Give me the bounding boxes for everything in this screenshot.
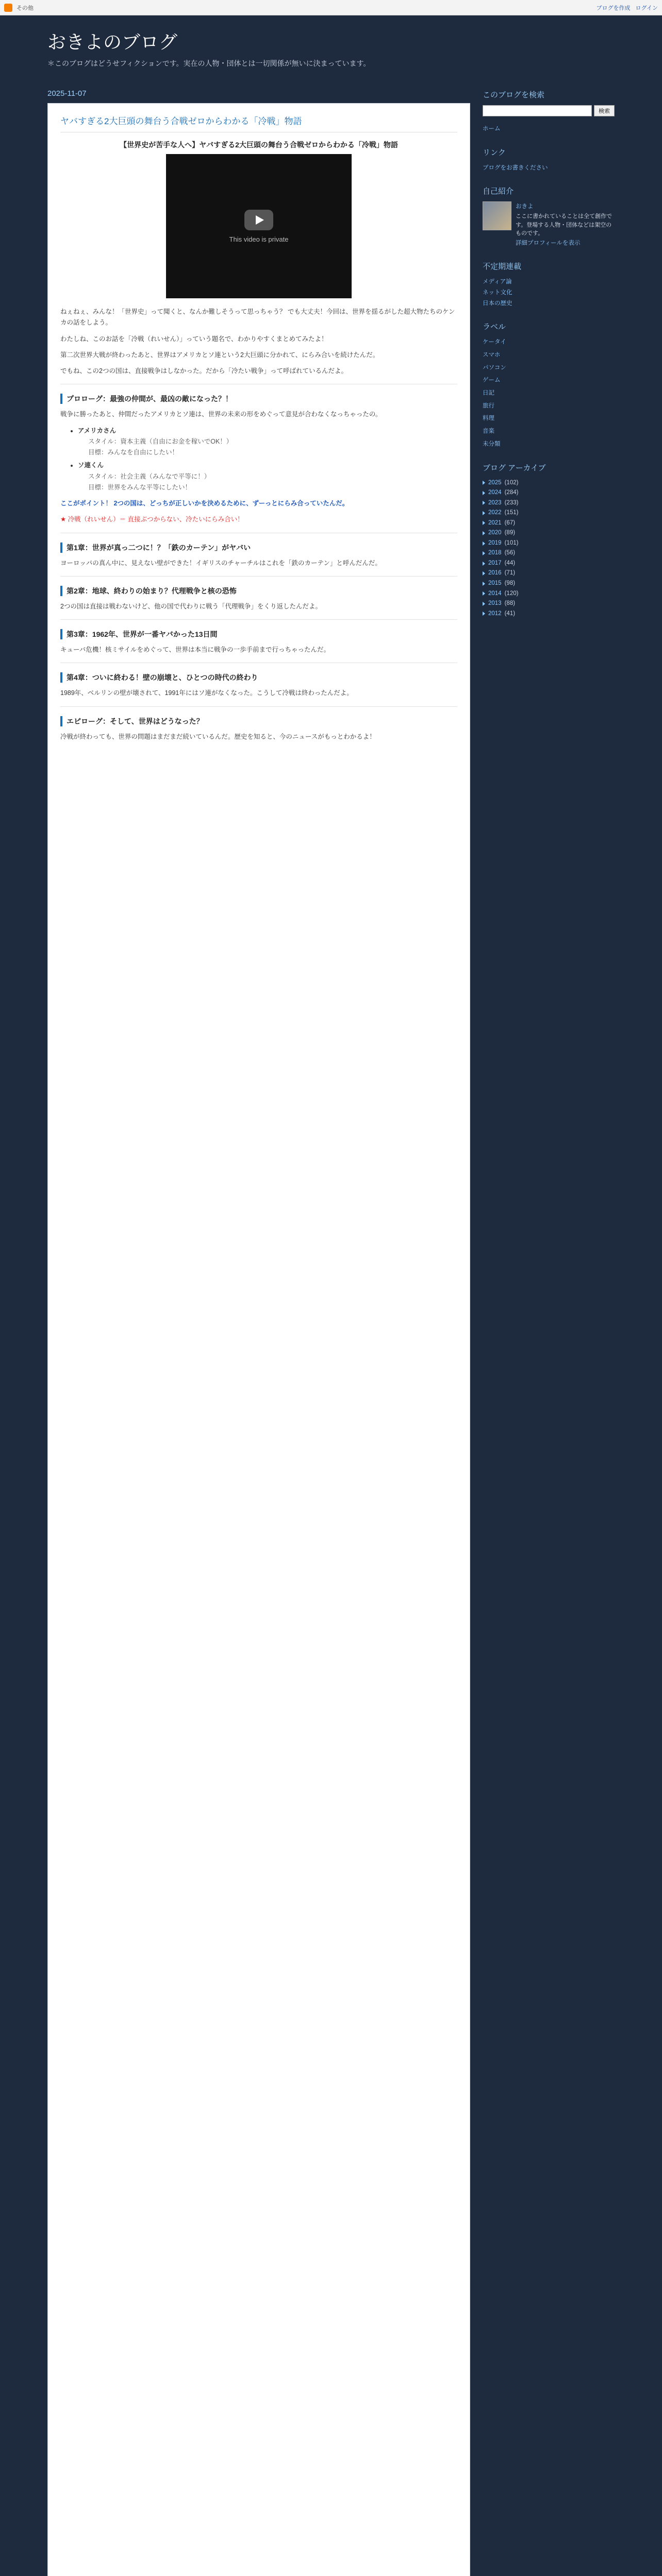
post-title[interactable]: ヤバすぎる2大巨頭の舞台う合戦ゼロからわかる「冷戦」物語 xyxy=(60,116,302,126)
navbar-links xyxy=(597,4,658,12)
video-player[interactable] xyxy=(166,154,352,298)
archive-list xyxy=(483,478,615,619)
archive-year-item[interactable] xyxy=(483,508,615,518)
expand-arrow-icon[interactable] xyxy=(483,481,485,485)
navbar-more-link[interactable]: その他 xyxy=(16,5,34,11)
search-input[interactable] xyxy=(483,105,592,116)
video-status: This video is private xyxy=(229,235,289,243)
widget-title: このブログを検索 xyxy=(483,91,545,99)
list-item-line: スタイル：資本主義（自由にお金を稼いでOK！） xyxy=(88,437,233,445)
label-link[interactable]: 未分類 xyxy=(483,440,501,447)
archive-year[interactable]: 2017 xyxy=(488,560,502,566)
search-row xyxy=(483,105,615,116)
paragraph: でもね、この2つの国は、直接戦争はしなかった。だから「冷たい戦争」って呼ばれているんだよ。 xyxy=(60,367,347,375)
archive-count: (44) xyxy=(504,560,516,566)
widget-title: 不定期連載 xyxy=(483,262,522,272)
profile-description: ここに書かれていることは全て創作です。登場する人物・団体などは架空のものです。 xyxy=(516,213,612,237)
profile-detail-link[interactable]: 詳細プロフィールを表示 xyxy=(516,240,581,246)
archive-count: (120) xyxy=(504,590,519,597)
expand-arrow-icon[interactable] xyxy=(483,562,485,566)
expand-arrow-icon[interactable] xyxy=(483,602,485,606)
section-heading: エピローグ：そして、世界はどうなった？ xyxy=(60,716,457,726)
archive-year[interactable]: 2014 xyxy=(488,590,502,597)
archive-year-item[interactable] xyxy=(483,498,615,509)
widget-title: 自己紹介 xyxy=(483,187,514,196)
expand-arrow-icon[interactable] xyxy=(483,591,485,596)
avatar[interactable] xyxy=(483,201,511,230)
archive-year[interactable]: 2024 xyxy=(488,489,502,496)
highlight-text: ここがポイント！ 2つの国は、どっちが正しいかを決めるために、ずーっとにらみ合っていたんだ。 xyxy=(60,500,349,507)
labels-widget xyxy=(483,321,615,449)
links-widget xyxy=(483,147,615,174)
search-widget xyxy=(483,89,615,134)
label-link[interactable]: 音楽 xyxy=(483,428,494,435)
section-heading: 第4章：ついに終わる！壁の崩壊と、ひとつの時代の終わり xyxy=(60,672,457,683)
paragraph: ねぇねぇ、みんな！「世界史」って聞くと、なんか難しそうって思っちゃう？ でも大丈夫！今回は、世界を揺るがした超大物たちのケンカの話をしよう。 xyxy=(60,308,455,327)
expand-arrow-icon[interactable] xyxy=(483,511,485,515)
label-link[interactable]: ケータイ xyxy=(483,339,506,346)
label-link[interactable]: パソコン xyxy=(483,364,506,371)
paragraph: わたしね、このお話を「冷戦（れいせん）」っていう題名で、わかりやすくまとめてみたよ！ xyxy=(60,335,328,343)
blogger-logo-icon[interactable] xyxy=(4,4,12,12)
archive-year[interactable]: 2013 xyxy=(488,600,502,607)
expand-arrow-icon[interactable] xyxy=(483,501,485,505)
main-column xyxy=(47,79,470,2576)
extra-widget xyxy=(483,261,615,309)
search-button[interactable]: 検索 xyxy=(594,105,615,116)
home-link[interactable]: ホーム xyxy=(483,126,501,132)
links-item[interactable]: ブログをお書きください xyxy=(483,164,548,171)
archive-widget xyxy=(483,462,615,619)
blog-header xyxy=(47,15,615,79)
sidebar xyxy=(483,79,615,2576)
list-item-line: 目標：世界をみんな平等にしたい！ xyxy=(88,483,192,491)
divider xyxy=(60,706,457,707)
expand-arrow-icon[interactable] xyxy=(483,491,485,495)
paragraph: 冷戦が終わっても、世界の問題はまだまだ続いているんだ。歴史を知ると、今のニュースがもっとわかるよ！ xyxy=(60,733,376,740)
expand-arrow-icon[interactable] xyxy=(483,551,485,555)
extra-item[interactable]: 日本の歴史 xyxy=(483,300,512,307)
section-heading: プロローグ：最強の仲間が、最凶の敵になった？！ xyxy=(60,394,457,404)
blogger-navbar xyxy=(0,0,662,15)
archive-year-item[interactable] xyxy=(483,488,615,498)
country-list xyxy=(78,426,457,494)
archive-year[interactable]: 2012 xyxy=(488,610,502,617)
blog-description: ＊このブログはどうせフィクションです。実在の人物・団体とは一切関係が無いに決まっています。 xyxy=(47,59,371,67)
archive-count: (102) xyxy=(504,479,519,486)
paragraph: 戦争に勝ったあと、仲間だったアメリカとソ連は、世界の未来の形をめぐって意見が合わなくなっちゃったの。 xyxy=(60,411,382,418)
archive-count: (56) xyxy=(504,550,516,556)
label-link[interactable]: 旅行 xyxy=(483,402,494,409)
section-heading: 第2章：地球、終わりの始まり？代理戦争と核の恐怖 xyxy=(60,586,457,596)
intro-heading: 【世界史が苦手な人へ】ヤバすぎる2大巨頭の舞台う合戦ゼロからわかる「冷戦」物語 xyxy=(120,141,398,149)
paragraph: キューバ危機！核ミサイルをめぐって、世界は本当に戦争の一歩手前まで行っちゃったんだ。 xyxy=(60,646,330,653)
archive-year-item[interactable] xyxy=(483,589,615,599)
post-date: 2025-11-07 xyxy=(47,89,87,98)
archive-count: (71) xyxy=(504,570,516,577)
archive-year[interactable]: 2022 xyxy=(488,510,502,516)
divider xyxy=(60,619,457,620)
label-link[interactable]: スマホ xyxy=(483,352,501,358)
login-link[interactable]: ログイン xyxy=(635,5,658,11)
archive-year-item[interactable] xyxy=(483,518,615,529)
widget-title: ブログ アーカイブ xyxy=(483,463,546,472)
archive-year-item[interactable] xyxy=(483,568,615,579)
archive-count: (233) xyxy=(504,499,519,506)
widget-title: ラベル xyxy=(483,323,506,332)
paragraph: 2つの国は直接は戦わないけど、他の国で代わりに戦う「代理戦争」をくり返したんだよ。 xyxy=(60,602,322,610)
section-heading: 第3章：1962年、世界が一番ヤバかった13日間 xyxy=(60,629,457,639)
archive-year-item[interactable] xyxy=(483,478,615,488)
archive-year[interactable]: 2016 xyxy=(488,570,502,577)
archive-count: (88) xyxy=(504,600,516,607)
list-item-line: 目標：みんなを自由にしたい！ xyxy=(88,449,179,456)
blog-title[interactable]: おきよのブログ xyxy=(47,32,178,53)
archive-year[interactable]: 2019 xyxy=(488,539,502,546)
label-list xyxy=(483,337,615,449)
list-item-title: ソ連くん xyxy=(78,462,104,469)
paragraph: 第二次世界大戦が終わったあと、世界はアメリカとソ連という2大巨頭に分かれて、にらみ合いを続けたんだ。 xyxy=(60,351,379,359)
archive-year[interactable]: 2023 xyxy=(488,499,502,506)
list-item xyxy=(78,460,457,493)
profile-box xyxy=(483,201,615,248)
profile-widget xyxy=(483,185,615,248)
archive-count: (41) xyxy=(504,610,516,617)
archive-count: (101) xyxy=(504,539,519,546)
archive-year[interactable]: 2020 xyxy=(488,530,502,536)
widget-title: リンク xyxy=(483,148,506,157)
highlight-text: ★ 冷戦（れいせん）＝ 直接ぶつからない、冷たいにらみ合い！ xyxy=(60,516,244,523)
archive-count: (284) xyxy=(504,489,519,496)
expand-arrow-icon[interactable] xyxy=(483,612,485,616)
divider xyxy=(60,576,457,577)
expand-arrow-icon[interactable] xyxy=(483,531,485,535)
expand-arrow-icon[interactable] xyxy=(483,541,485,546)
archive-year-item[interactable] xyxy=(483,579,615,589)
content-area xyxy=(47,79,615,2576)
paragraph: ヨーロッパの真ん中に、見えない壁ができた！イギリスのチャーチルはこれを「鉄のカーテン」と呼んだんだ。 xyxy=(60,559,382,567)
archive-count: (89) xyxy=(504,530,516,536)
label-link[interactable]: ゲーム xyxy=(483,377,501,384)
list-item-title: アメリカさん xyxy=(78,427,117,434)
play-icon[interactable] xyxy=(244,210,273,230)
archive-year-item[interactable] xyxy=(483,538,615,549)
archive-year-item[interactable] xyxy=(483,548,615,558)
expand-arrow-icon[interactable] xyxy=(483,571,485,575)
profile-text-block xyxy=(516,201,615,248)
expand-arrow-icon[interactable] xyxy=(483,582,485,586)
archive-year-item[interactable] xyxy=(483,528,615,538)
label-link[interactable]: 料理 xyxy=(483,415,494,422)
archive-count: (98) xyxy=(504,580,516,586)
list-item xyxy=(78,426,457,459)
intro-box xyxy=(60,140,457,298)
post-body xyxy=(47,103,470,2576)
archive-year-item[interactable] xyxy=(483,558,615,569)
archive-year-item[interactable] xyxy=(483,599,615,609)
create-blog-link[interactable]: ブログを作成 xyxy=(596,5,631,11)
archive-year-item[interactable] xyxy=(483,609,615,619)
archive-year[interactable]: 2021 xyxy=(488,519,502,526)
extra-item[interactable]: メディア論 xyxy=(483,279,512,285)
archive-count: (67) xyxy=(504,519,516,526)
archive-year[interactable]: 2018 xyxy=(488,550,502,556)
paragraph: 1989年、ベルリンの壁が壊されて、1991年にはソ連がなくなった。こうして冷戦は終わったんだよ。 xyxy=(60,689,353,697)
label-link[interactable]: 日記 xyxy=(483,390,494,397)
archive-year[interactable]: 2025 xyxy=(488,479,502,486)
list-item-line: スタイル：社会主義（みんなで平等に！） xyxy=(88,472,211,480)
profile-name-link[interactable]: おきよ xyxy=(516,204,534,210)
section-heading: 第1章：世界が真っ二つに！？「鉄のカーテン」がヤバい xyxy=(60,543,457,553)
archive-year[interactable]: 2015 xyxy=(488,580,502,586)
archive-count: (151) xyxy=(504,510,519,516)
extra-item[interactable]: ネット文化 xyxy=(483,289,512,296)
expand-arrow-icon[interactable] xyxy=(483,521,485,525)
